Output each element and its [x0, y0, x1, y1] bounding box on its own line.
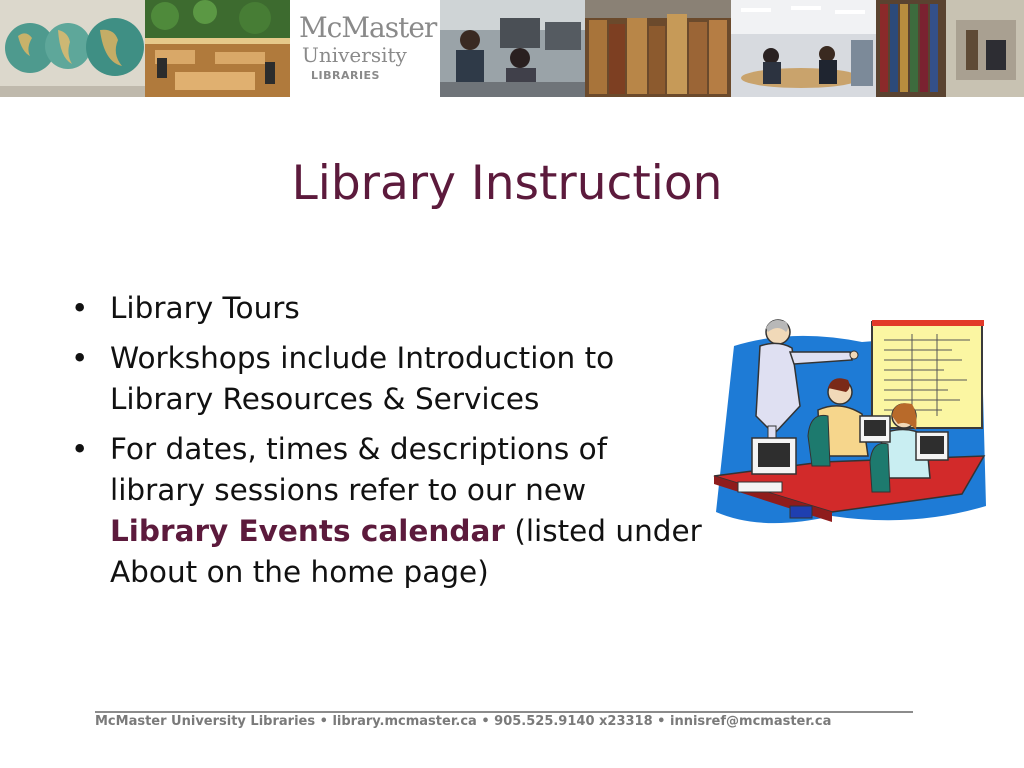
logo-wordmark-line2: University — [302, 43, 407, 67]
bookshelf-photo — [876, 0, 1024, 97]
reading-room-photo — [145, 0, 290, 97]
footer-divider — [95, 711, 913, 713]
bullet-text: Workshops include Introduction to Library Resources & Services — [110, 341, 615, 416]
bullet-text-post: (listed under About on the home page) — [110, 514, 702, 589]
library-events-calendar-link[interactable]: Library Events calendar — [110, 514, 505, 548]
bullet-text: Library Tours — [110, 291, 300, 325]
bullet-library-tours — [70, 288, 710, 329]
logo-wordmark-line1: McMaster — [299, 11, 437, 44]
mcmaster-crest-icon — [397, 44, 440, 97]
globes-photo — [0, 0, 145, 97]
old-books-photo — [585, 0, 731, 97]
bullet-events-calendar — [70, 429, 710, 593]
instruction-clipart-icon — [712, 316, 990, 538]
footer-contact-line: McMaster University Libraries • library.mcmaster.ca • 905.525.9140 x23318 • innisref@mcmaster.ca — [95, 714, 832, 729]
slide-title: Library Instruction — [291, 156, 723, 211]
header-banner — [0, 0, 1024, 97]
bullet-list — [70, 288, 710, 602]
logo-wordmark-line3: LIBRARIES — [311, 69, 380, 82]
bullet-workshops — [70, 338, 710, 420]
mcmaster-libraries-logo — [290, 0, 440, 97]
study-hall-photo — [731, 0, 876, 97]
bullet-text-pre: For dates, times & descriptions of library sessions refer to our new — [110, 432, 608, 507]
computer-lab-photo — [440, 0, 585, 97]
